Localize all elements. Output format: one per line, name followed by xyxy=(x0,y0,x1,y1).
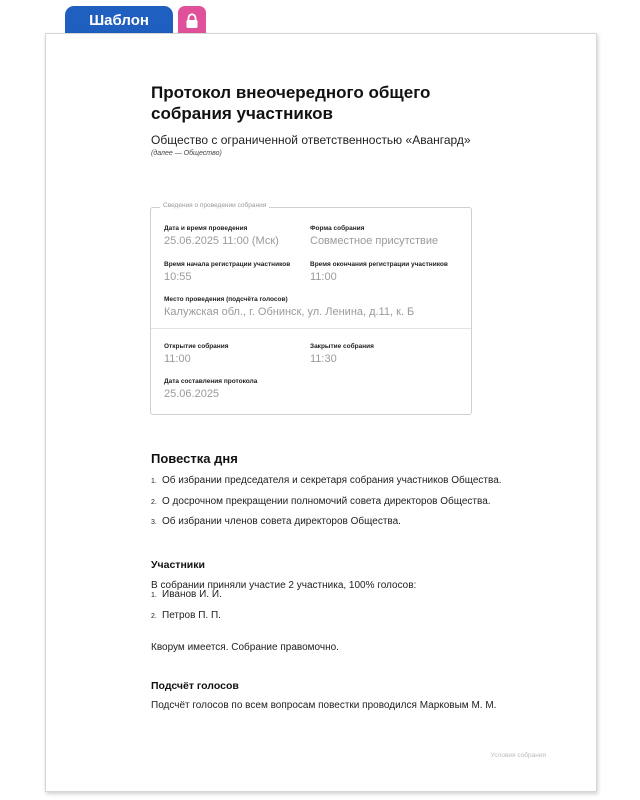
organization-note: (далее — Общество) xyxy=(151,150,222,157)
list-item: 2. О досрочном прекращении полномочий совета директоров Общества. xyxy=(151,495,491,507)
reg-start-value: 10:55 xyxy=(164,271,192,283)
opening-field xyxy=(164,343,229,365)
template-tab[interactable] xyxy=(65,6,173,34)
lock-icon xyxy=(185,13,199,28)
list-item: 3. Об избрании членов совета директоров Общества. xyxy=(151,516,401,527)
template-tab-label: Шаблон xyxy=(89,11,149,29)
protocol-date-value: 25.06.2025 xyxy=(164,388,220,400)
opening-value: 11:00 xyxy=(164,353,191,365)
document-page xyxy=(45,33,597,792)
agenda-item-text: Об избрании председателя и секретаря собрания участников Общества. xyxy=(162,475,502,486)
quorum-text: Кворум имеется. Собрание правомочно. xyxy=(151,642,339,653)
date-time-label: Дата и время проведения xyxy=(164,225,248,232)
list-item: 1. Об избрании председателя и секретаря собрания участников Общества. xyxy=(151,475,502,486)
participant-name: Петров П. П. xyxy=(162,609,221,621)
protocol-date-field xyxy=(164,378,257,400)
place-label: Место проведения (подсчёта голосов) xyxy=(164,296,288,303)
reg-end-field xyxy=(310,261,448,283)
closing-label: Закрытие собрания xyxy=(310,343,374,350)
list-item: 1. Иванов И. И. xyxy=(151,589,222,600)
lock-button[interactable] xyxy=(178,6,206,34)
agenda-list xyxy=(151,475,502,537)
participants-list xyxy=(151,589,222,630)
footer-label: Условия собрания xyxy=(490,752,546,759)
participants-heading: Участники xyxy=(151,559,205,571)
participants-intro: В собрании приняли участие 2 участника, 100% голосов: xyxy=(151,580,417,591)
vote-count-text: Подсчёт голосов по всем вопросам повестки проводился Марковым М. М. xyxy=(151,700,497,711)
agenda-item-text: О досрочном прекращении полномочий совета директоров Общества. xyxy=(162,495,491,507)
meeting-info-legend: Сведения о проведении собрания xyxy=(160,202,269,209)
opening-label: Открытие собрания xyxy=(164,343,229,350)
list-item: 2. Петров П. П. xyxy=(151,609,221,621)
meeting-info-divider xyxy=(151,328,471,329)
reg-start-label: Время начала регистрации участников xyxy=(164,261,291,268)
agenda-item-text: Об избрании членов совета директоров Общества. xyxy=(162,516,401,527)
form-field xyxy=(310,225,438,247)
closing-field xyxy=(310,343,374,365)
protocol-date-label: Дата составления протокола xyxy=(164,378,258,385)
reg-start-field xyxy=(164,261,290,283)
form-value: Совместное присутствие xyxy=(310,235,439,247)
reg-end-label: Время окончания регистрации участников xyxy=(310,261,448,268)
organization-name: Общество с ограниченной ответственностью «Авангард» xyxy=(151,133,471,147)
date-time-value: 25.06.2025 11:00 (Мск) xyxy=(164,235,279,247)
place-value: Калужская обл., г. Обнинск, ул. Ленина, д.11, к. Б xyxy=(164,306,415,318)
vote-count-heading: Подсчёт голосов xyxy=(151,680,239,692)
date-time-field xyxy=(164,225,279,247)
reg-end-value: 11:00 xyxy=(310,271,337,283)
participant-name: Иванов И. И. xyxy=(162,589,222,600)
meeting-info-box xyxy=(150,202,472,415)
agenda-heading: Повестка дня xyxy=(151,451,238,466)
place-field xyxy=(164,296,414,318)
document-title: Протокол внеочередного общего собрания участников xyxy=(151,83,431,123)
closing-value: 11:30 xyxy=(310,353,337,365)
form-label: Форма собрания xyxy=(310,225,365,232)
